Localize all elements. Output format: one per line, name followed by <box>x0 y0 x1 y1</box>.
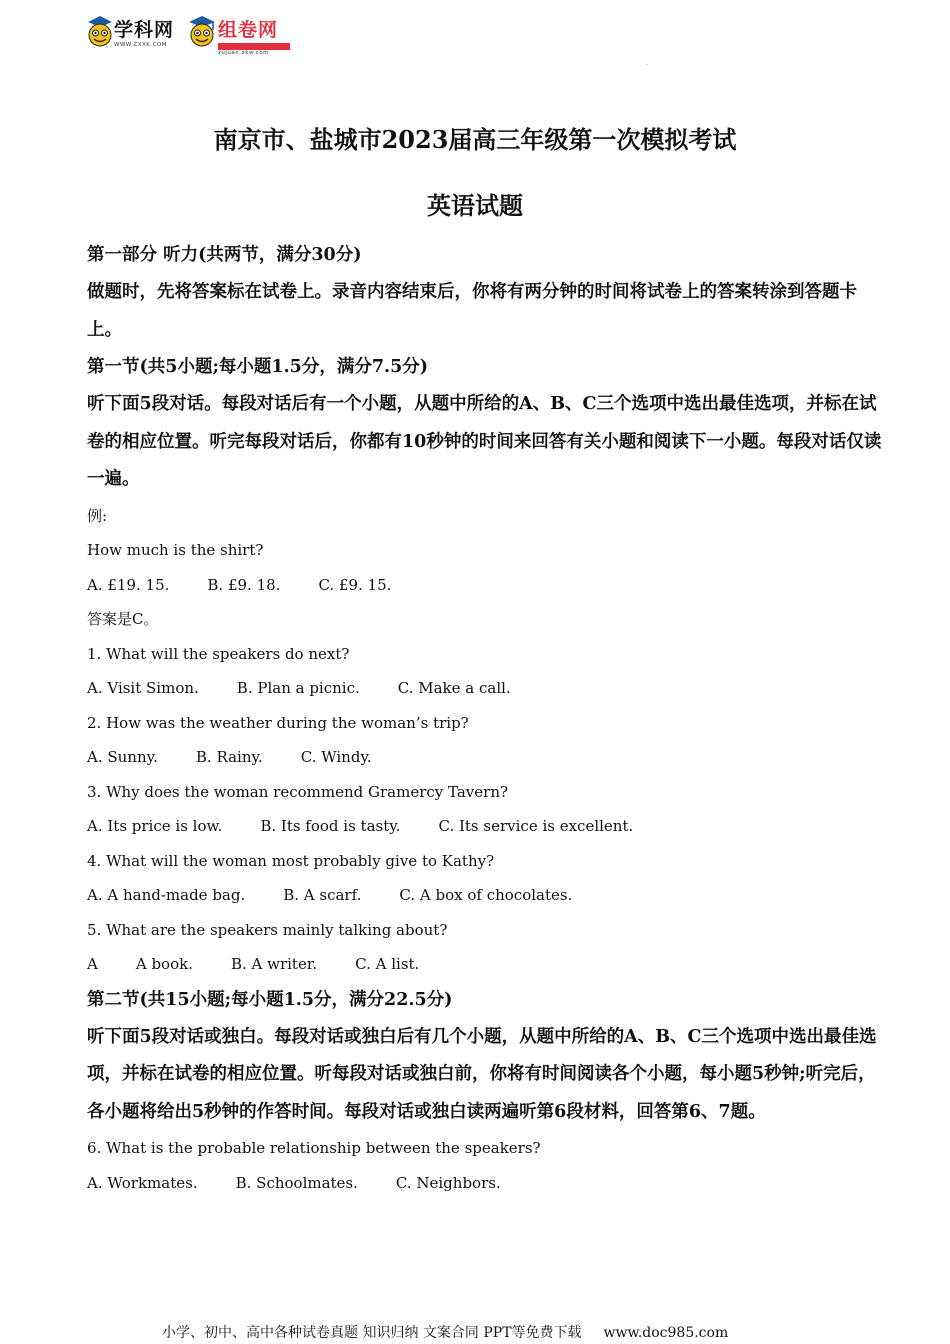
option-b: B. A scarf. <box>283 886 362 904</box>
option-b: B. Plan a picnic. <box>236 679 360 697</box>
option-a: A. Workmates. <box>87 1173 198 1192</box>
footer-site: www.doc985.com <box>603 1325 729 1341</box>
example-label: 例: <box>87 506 108 525</box>
page-title: 南京市、盐城市2023届高三年级第一次模拟考试 <box>213 125 737 154</box>
option-a: A. Its price is low. <box>87 817 223 835</box>
logo-bar <box>86 14 290 58</box>
question-1: 1. What will the speakers do next? <box>87 644 350 663</box>
option-b: B. Its food is tasty. <box>260 817 401 835</box>
question-5-options <box>87 947 887 982</box>
footer <box>162 1322 728 1344</box>
stray-dot: · <box>646 62 648 69</box>
exam-content <box>87 237 887 1200</box>
footer-text: 小学、初中、高中各种试卷真题 知识归纳 文案合同 PPT等免费下载 <box>162 1325 582 1341</box>
option-c: C. A list. <box>355 955 420 973</box>
option-a: A. Sunny. <box>87 748 158 766</box>
page-subtitle: 英语试题 <box>427 191 523 220</box>
option-a-letter: A <box>87 955 98 973</box>
section2-instruction: 听下面5段对话或独白。每段对话或独白后有几个小题，从题中所给的A、B、C三个选项中选出最佳选项，并标在试卷的相应位置。听每段对话或独白前，你将有时间阅读各个小题，每小题5秒钟;听完后，各小题将给出5秒钟的作答时间。每段对话或独白读两遍听第6段材料，回答第6、7题。 <box>87 1026 877 1122</box>
question-2: 2. How was the weather during the woman’s trip? <box>87 713 469 732</box>
question-6-options <box>87 1166 887 1201</box>
xkw-logo-url: WWW.ZXXK.COM <box>114 42 168 48</box>
example-question: How much is the shirt? <box>87 541 264 559</box>
example-option-a: A. £19. 15. <box>87 575 170 594</box>
xkw-logo-name: 学科网 <box>114 19 175 41</box>
question-2-options <box>87 740 887 775</box>
option-c: C. Windy. <box>300 748 372 766</box>
zujuan-logo <box>186 14 290 57</box>
part1-instruction: 做题时，先将答案标在试卷上。录音内容结束后，你将有两分钟的时间将试卷上的答案转涂到答题卡上。 <box>87 282 857 340</box>
option-c: C. A box of chocolates. <box>399 886 573 904</box>
zujuan-logo-banner <box>218 43 290 50</box>
option-a: A book. <box>135 955 193 973</box>
smiley-face-icon <box>86 14 114 48</box>
question-3: 3. Why does the woman recommend Gramercy Tavern? <box>87 782 509 801</box>
question-5: 5. What are the speakers mainly talking about? <box>87 920 448 939</box>
section1-instruction: 听下面5段对话。每段对话后有一个小题，从题中所给的A、B、C三个选项中选出最佳选项，并标在试卷的相应位置。听完每段对话后，你都有10秒钟的时间来回答有关小题和阅读下一小题。每段对话仅读一遍。 <box>87 394 882 489</box>
option-b: B. Schoolmates. <box>235 1173 358 1192</box>
section2-heading: 第二节(共15小题;每小题1.5分，满分22.5分) <box>87 989 453 1010</box>
option-c: C. Neighbors. <box>395 1173 501 1192</box>
option-c: C. Make a call. <box>397 679 511 697</box>
question-1-options <box>87 671 887 706</box>
zujuan-logo-url: zujuan.xkw.com <box>218 50 269 56</box>
section1-heading: 第一节(共5小题;每小题1.5分，满分7.5分) <box>87 357 429 377</box>
example-option-c: C. £9. 15. <box>318 575 392 594</box>
option-a: A. A hand-made bag. <box>87 886 246 904</box>
question-6: 6. What is the probable relationship between the speakers? <box>87 1139 541 1157</box>
question-3-options <box>87 809 887 844</box>
option-b: B. Rainy. <box>195 748 263 766</box>
example-answer: 答案是C。 <box>87 610 159 628</box>
option-c: C. Its service is excellent. <box>438 817 634 835</box>
graduate-face-icon <box>186 14 218 48</box>
xkw-logo <box>86 14 174 49</box>
part1-heading: 第一部分 听力(共两节，满分30分) <box>87 245 362 265</box>
question-4: 4. What will the woman most probably give to Kathy? <box>87 851 495 870</box>
option-b: B. A writer. <box>230 955 318 973</box>
question-4-options <box>87 878 887 913</box>
zujuan-logo-name: 组卷网 <box>218 19 279 41</box>
example-options <box>87 568 887 603</box>
example-option-b: B. £9. 18. <box>207 575 281 594</box>
option-a: A. Visit Simon. <box>87 679 199 697</box>
